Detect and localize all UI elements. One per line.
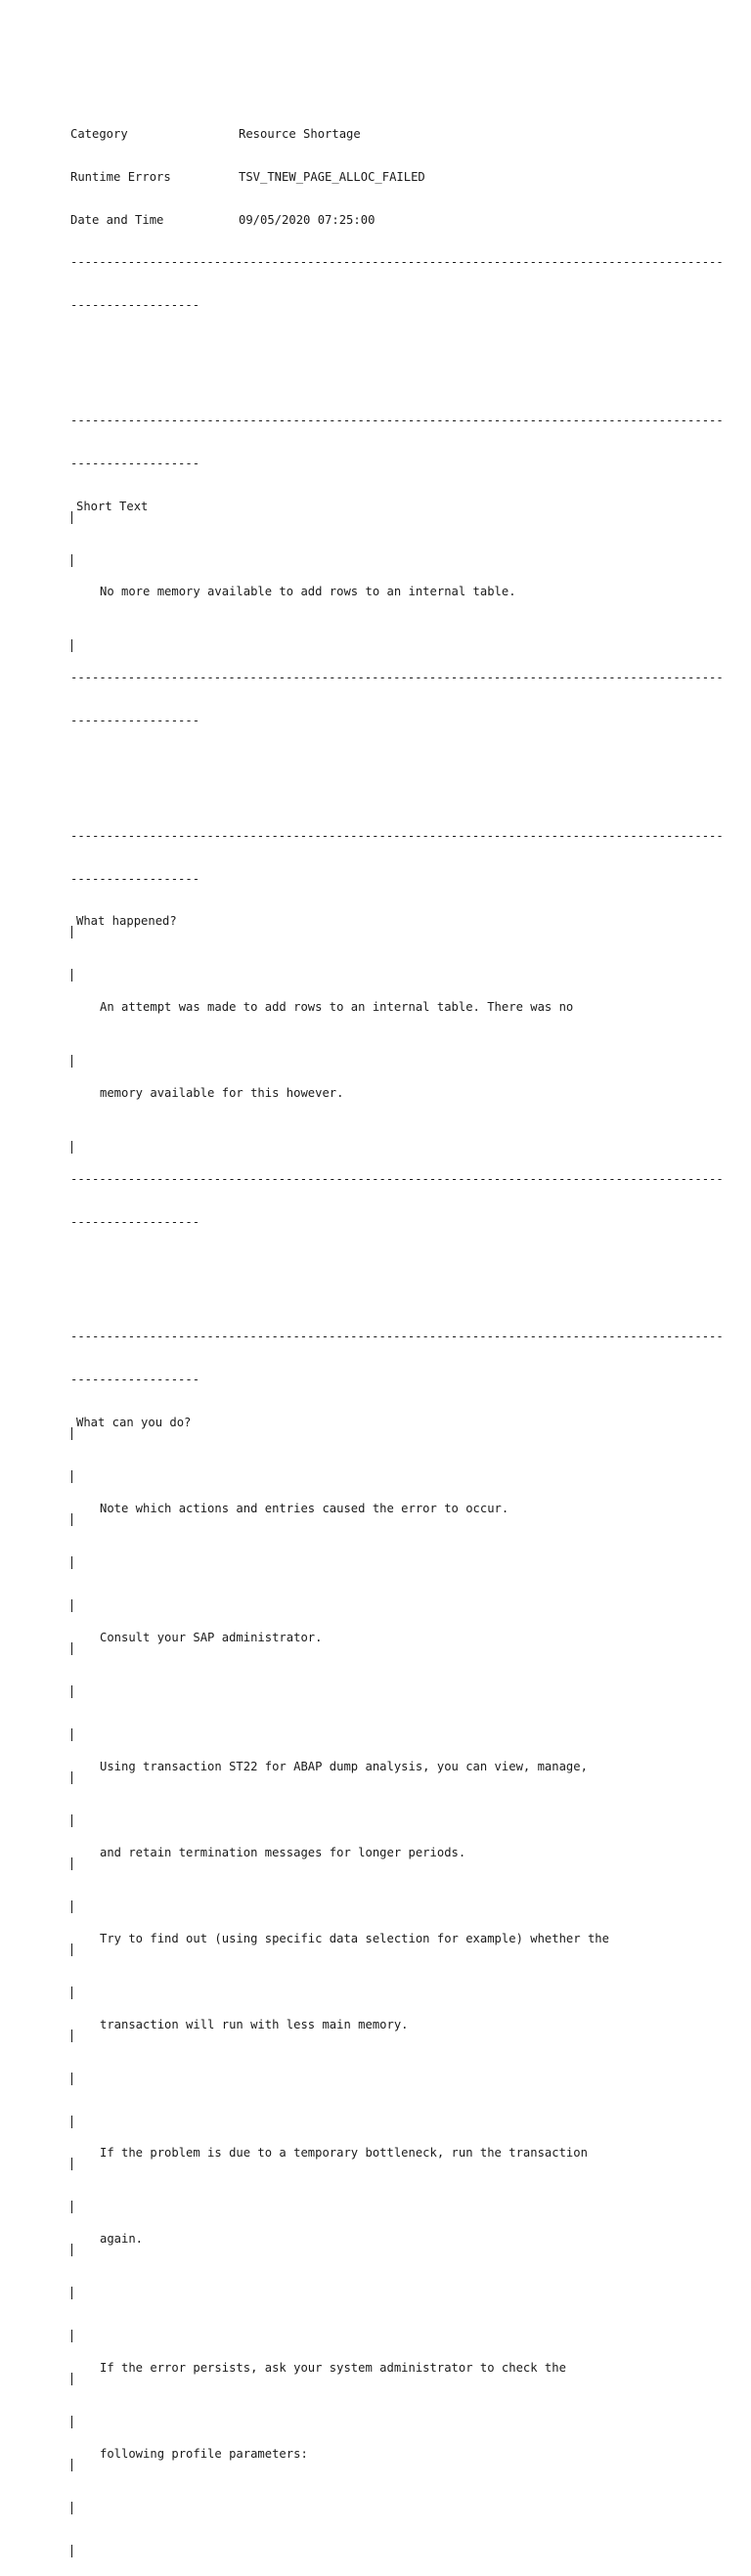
header-key: Category [70, 126, 128, 141]
separator-line: ------------------------------------------------------------------------------------------- [70, 671, 724, 685]
section-line [70, 1631, 696, 1645]
section-text: Consult your SAP administrator. [100, 1631, 323, 1645]
separator-line-wrap: ------------------ [70, 298, 200, 313]
section-line [70, 2361, 696, 2376]
separator-line-wrap: ------------------ [70, 714, 200, 728]
section-text: Note which actions and entries caused the error to occur. [100, 1502, 509, 1516]
header-row-category [70, 127, 696, 142]
separator-line: ------------------------------------------------------------------------------------------- [70, 255, 724, 270]
runtime-error-document [70, 69, 724, 2576]
section-line [70, 2018, 696, 2032]
section-text: and retain termination messages for longer periods. [100, 1845, 466, 1859]
section-text: Try to find out (using specific data selection for example) whether the [100, 1931, 609, 1945]
section-line [70, 1932, 696, 1946]
separator-line-wrap: ------------------ [70, 1215, 200, 1230]
separator-line: ------------------------------------------------------------------------------------------- [70, 828, 724, 843]
section-text: No more memory available to add rows to an internal table. [100, 585, 516, 599]
section-title: Short Text [76, 499, 149, 513]
section-text: An attempt was made to add rows to an internal table. There was no [100, 1000, 574, 1015]
section-line [70, 1086, 696, 1101]
separator-line: ------------------------------------------------------------------------------------------- [70, 413, 724, 427]
section-title: What can you do? [76, 1416, 192, 1430]
header-row-runtime-errors [70, 170, 696, 185]
section-line [70, 1846, 696, 1860]
section-line [70, 585, 696, 599]
section-text: Using transaction ST22 for ABAP dump analysis, you can view, manage, [100, 1759, 588, 1773]
section-line [70, 1502, 696, 1516]
header-key: Date and Time [70, 212, 164, 227]
separator-line: ------------------------------------------------------------------------------------------- [70, 1172, 724, 1187]
header-value: Resource Shortage [239, 126, 361, 141]
section-line [70, 2146, 696, 2161]
section-text: If the problem is due to a temporary bottleneck, run the transaction [100, 2146, 588, 2161]
section-text: If the error persists, ask your system administrator to check the [100, 2361, 566, 2376]
header-value: 09/05/2020 07:25:00 [239, 212, 376, 227]
section-title-short-text [70, 500, 696, 514]
header-value: TSV_TNEW_PAGE_ALLOC_FAILED [239, 169, 425, 184]
section-text: transaction will run with less main memory. [100, 2017, 409, 2031]
section-line [70, 2447, 696, 2462]
section-line [70, 1760, 696, 1774]
section-text: again. [100, 2232, 144, 2247]
section-text: memory available for this however. [100, 1086, 344, 1101]
separator-line-wrap: ------------------ [70, 871, 200, 886]
section-text: following profile parameters: [100, 2447, 308, 2462]
section-title-what-happened [70, 914, 696, 929]
section-title-what-can-you-do [70, 1416, 696, 1430]
separator-line-wrap: ------------------ [70, 1373, 200, 1387]
header-key: Runtime Errors [70, 169, 171, 184]
section-line [70, 2232, 696, 2247]
separator-line-wrap: ------------------ [70, 456, 200, 470]
section-line [70, 1000, 696, 1015]
header-row-date-and-time [70, 213, 696, 228]
separator-line: ------------------------------------------------------------------------------------------- [70, 1330, 724, 1344]
section-title: What happened? [76, 914, 177, 929]
